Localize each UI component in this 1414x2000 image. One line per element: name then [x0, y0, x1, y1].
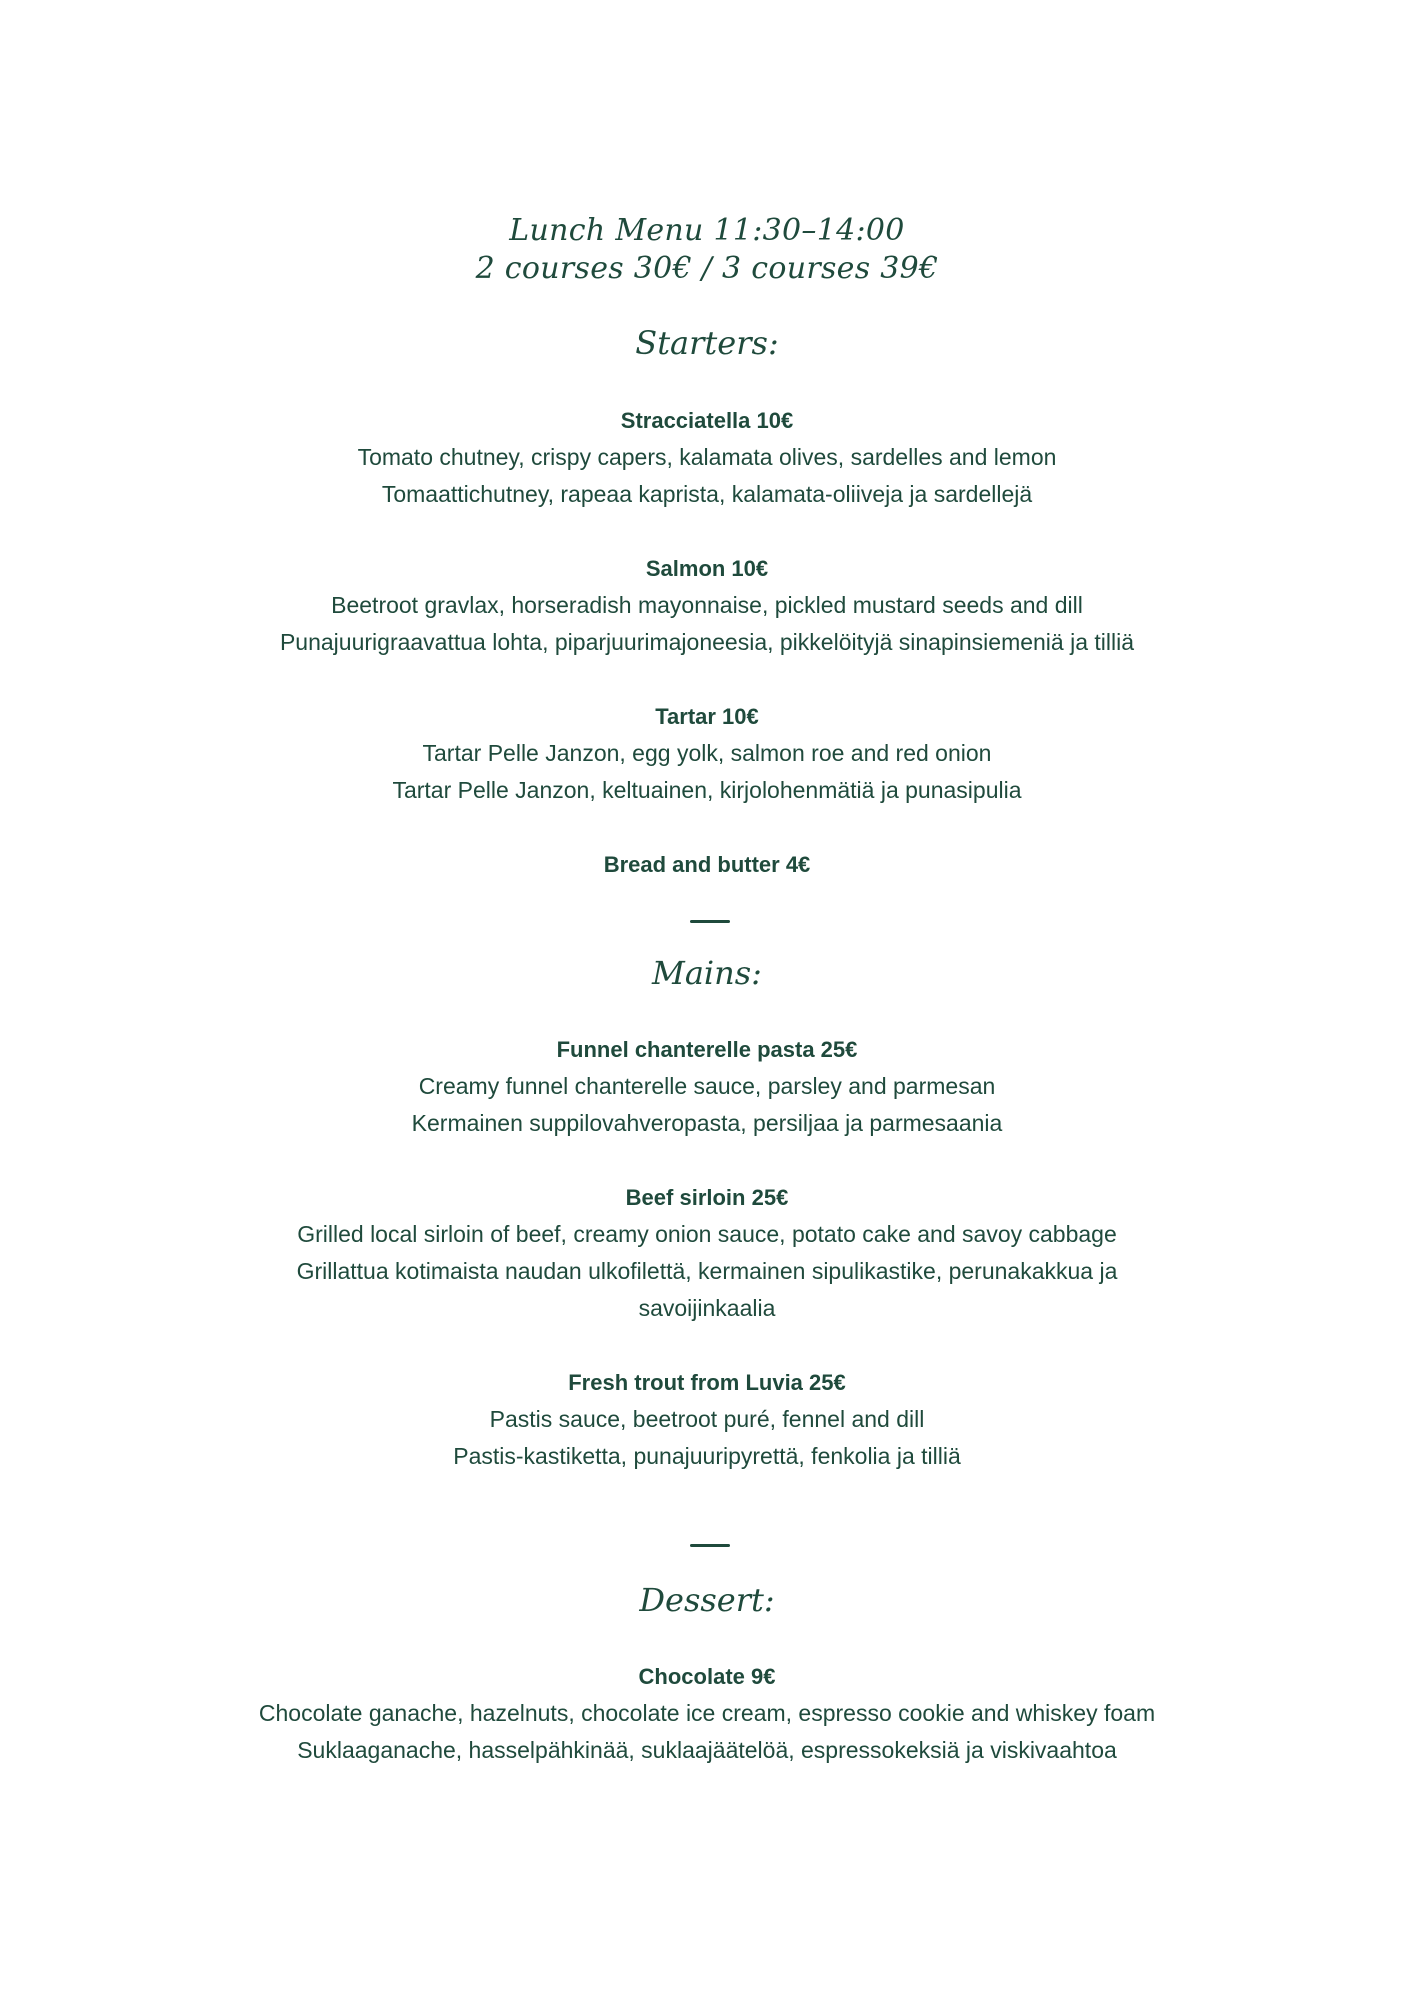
dish-description-en: Beetroot gravlax, horseradish mayonnaise, pickled mustard seeds and dill: [331, 592, 1083, 618]
dish-description-fi: Tartar Pelle Janzon, keltuainen, kirjolohenmätiä ja punasipulia: [392, 777, 1022, 803]
dish-stracciatella: [0, 402, 1414, 513]
menu-title: Lunch Menu 11:30–14:00: [509, 213, 905, 248]
dish-description-en: Tomato chutney, crispy capers, kalamata olives, sardelles and lemon: [357, 444, 1057, 470]
dish-description-fi: Suklaaganache, hasselpähkinää, suklaajäätelöä, espressokeksiä ja viskivaahtoa: [297, 1737, 1117, 1763]
dish-description-en: Chocolate ganache, hazelnuts, chocolate ice cream, espresso cookie and whiskey foam: [258, 1700, 1156, 1726]
section-divider: [690, 1544, 730, 1547]
dish-description-fi: Tomaattichutney, rapeaa kaprista, kalamata-oliiveja ja sardellejä: [381, 481, 1033, 507]
dish-fresh-trout: [0, 1364, 1414, 1475]
dish-name: Salmon 10€: [645, 556, 769, 581]
dish-salmon: [0, 550, 1414, 661]
section-title-dessert: Dessert:: [639, 1581, 775, 1619]
dish-description-fi-continued: savoijinkaalia: [638, 1295, 776, 1321]
dish-name: Stracciatella 10€: [620, 408, 794, 433]
dish-name: Fresh trout from Luvia 25€: [568, 1370, 846, 1395]
dish-bread-and-butter: [0, 846, 1414, 883]
dish-name: Chocolate 9€: [638, 1664, 776, 1689]
dish-name: Bread and butter 4€: [603, 852, 811, 877]
dish-description-en: Tartar Pelle Janzon, egg yolk, salmon roe and red onion: [422, 740, 992, 766]
dish-description-fi: Grillattua kotimaista naudan ulkofilettä, kermainen sipulikastike, perunakakkua ja: [296, 1258, 1118, 1284]
dish-description-en: Creamy funnel chanterelle sauce, parsley and parmesan: [418, 1073, 996, 1099]
dish-description-en: Pastis sauce, beetroot puré, fennel and dill: [489, 1406, 925, 1432]
dish-beef-sirloin: [0, 1179, 1414, 1327]
dish-chocolate: [0, 1658, 1414, 1769]
section-title-mains: Mains:: [652, 954, 762, 992]
dish-name: Beef sirloin 25€: [625, 1185, 789, 1210]
section-title-starters: Starters:: [635, 324, 779, 362]
dish-description-en: Grilled local sirloin of beef, creamy onion sauce, potato cake and savoy cabbage: [297, 1221, 1117, 1247]
menu-header: [0, 212, 1414, 288]
dish-name: Funnel chanterelle pasta 25€: [556, 1037, 858, 1062]
menu-pricing: 2 courses 30€ / 3 courses 39€: [475, 251, 939, 286]
dish-description-fi: Punajuurigraavattua lohta, piparjuurimajoneesia, pikkelöityjä sinapinsiemeniä ja tilliä: [279, 629, 1135, 655]
dish-name: Tartar 10€: [655, 704, 759, 729]
dish-funnel-chanterelle-pasta: [0, 1031, 1414, 1142]
dish-description-fi: Kermainen suppilovahveropasta, persiljaa ja parmesaania: [411, 1110, 1003, 1136]
section-divider: [690, 920, 730, 923]
dish-description-fi: Pastis-kastiketta, punajuuripyrettä, fenkolia ja tilliä: [453, 1443, 961, 1469]
dish-tartar: [0, 698, 1414, 809]
